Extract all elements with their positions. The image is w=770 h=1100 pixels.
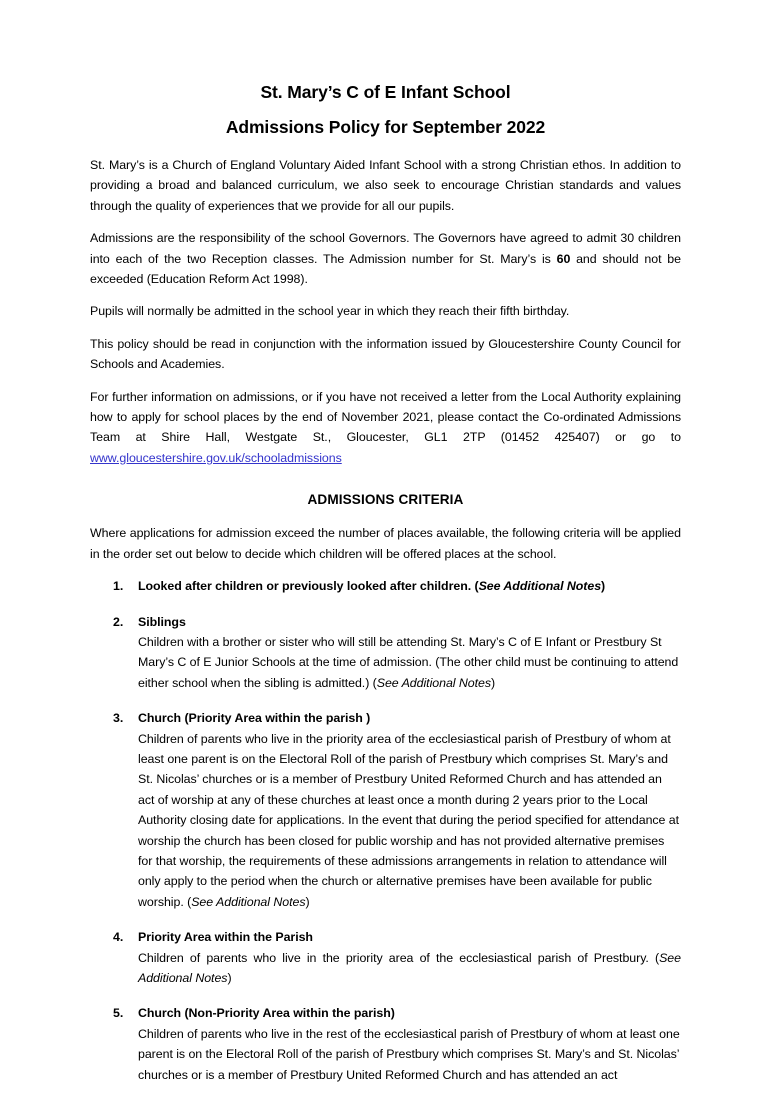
criteria-body (138, 632, 681, 693)
criteria-title (138, 576, 681, 596)
criteria-title-text: Church (Priority Area within the parish ) (138, 711, 371, 726)
criteria-title (138, 927, 681, 947)
criteria-title-text: Church (Non-Priority Area within the parish) (138, 1006, 395, 1021)
criteria-body-text: Children of parents who live in the priority area of the ecclesiastical parish of Prestbury of whom at least one parent is on the Electoral Roll of the parish of Prestbury which comprises St. Mary’s and St. Nicolas’ churches or is a member of Prestbury United Reformed Church and has attended an act of worship at any of these churches at least once a month during 2 years prior to the Local Authority closing date for applications. In the event that during the period specified for attendance at worship the church has been closed for public worship and has not provided alternative premises for that worship, the requirements of these admissions arrangements in relation to attendance will only apply to the period when the church or alternative premises have been available for public worship. ( (138, 731, 680, 909)
criteria-title (138, 708, 681, 728)
criteria-title-text: Priority Area within the Parish (138, 930, 313, 945)
criteria-item-5 (90, 1003, 681, 1085)
criteria-title (138, 612, 681, 632)
admission-number-text-before: Admissions are the responsibility of the school Governors. The Governors have agreed to admit 30 children into each of the two Reception classes. The Admission number for St. Mary’s is (90, 231, 681, 266)
criteria-item-3 (90, 708, 681, 912)
county-council-paragraph: This policy should be read in conjunction with the information issued by Gloucestershire County Council for Schools and Academies. (90, 336, 681, 372)
school-admissions-link[interactable]: www.gloucestershire.gov.uk/schooladmissions (90, 450, 342, 465)
criteria-note-italic: See Additional Notes (191, 894, 306, 909)
criteria-note-italic: See Additional Notes (138, 950, 681, 985)
criteria-item-2 (90, 612, 681, 694)
admissions-responsibility-paragraph (90, 228, 681, 289)
criteria-number: 3. (113, 711, 124, 726)
further-information-text: For further information on admissions, or if you have not received a letter from the Local Authority explaining how to apply for school places by the end of November 2021, please contact the Co-ordinated Admissions Team at Shire Hall, Westgate St., Gloucester, GL1 2TP (01452 425407) or go to (90, 389, 681, 445)
criteria-note-close: ) (227, 971, 232, 985)
page-title: St. Mary’s C of E Infant School (260, 82, 511, 102)
criteria-note-close: ) (491, 675, 496, 690)
criteria-body (138, 948, 681, 989)
fifth-birthday-paragraph: Pupils will normally be admitted in the school year in which they reach their fifth birthday. (90, 304, 570, 319)
criteria-note-italic: See Additional Notes (478, 579, 602, 594)
criteria-note-open: ( (471, 579, 479, 594)
criteria-note-close: ) (305, 894, 310, 909)
criteria-note-italic: See Additional Notes (376, 675, 492, 690)
criteria-item-4 (90, 927, 681, 988)
page-subtitle: Admissions Policy for September 2022 (225, 116, 546, 137)
admission-number-text-after: and should not be exceeded (Education Reform Act 1998). (90, 251, 681, 287)
criteria-item-1 (90, 576, 681, 596)
criteria-number: 2. (113, 614, 124, 629)
criteria-intro-paragraph: Where applications for admission exceed the number of places available, the following criteria will be applied in the order set out below to decide which children will be offered places at the school. (90, 526, 681, 561)
criteria-number: 4. (113, 930, 124, 945)
criteria-body (138, 1024, 681, 1085)
criteria-note-close: ) (601, 579, 606, 594)
criteria-number: 5. (113, 1006, 124, 1021)
admissions-criteria-list (90, 576, 681, 1085)
criteria-title-text: Siblings (138, 614, 186, 629)
criteria-body-text: Children with a brother or sister who will still be attending St. Mary’s C of E Infant or Prestbury St Mary’s C of E Junior Schools at the time of admission. (The other child must be continuing to attend either school when the sibling is admitted.) ( (138, 634, 679, 690)
criteria-title-text: Looked after children or previously looked after children. (138, 579, 472, 594)
document-content (90, 84, 681, 1100)
criteria-body (138, 729, 681, 913)
intro-paragraph: St. Mary’s is a Church of England Voluntary Aided Infant School with a strong Christian ethos. In addition to providing a broad and balanced curriculum, we also seek to encourage Christian standards and values through the quality of experiences that we provide for all our pupils. (90, 158, 681, 213)
criteria-body-text: Children of parents who live in the priority area of the ecclesiastical parish of Prestbury. ( (138, 950, 660, 965)
admission-number-value: 60 (556, 251, 571, 266)
criteria-title (138, 1003, 681, 1023)
admissions-criteria-heading: ADMISSIONS CRITERIA (307, 492, 464, 508)
further-information-paragraph (90, 387, 681, 469)
criteria-number: 1. (113, 579, 124, 594)
criteria-body-text: Children of parents who live in the rest of the ecclesiastical parish of Prestbury of whom at least one parent is on the Electoral Roll of the parish of Prestbury which comprises St. Mary’s and St. Nicolas’ churches or is a member of Prestbury United Reformed Church and has attended an act (138, 1026, 680, 1082)
